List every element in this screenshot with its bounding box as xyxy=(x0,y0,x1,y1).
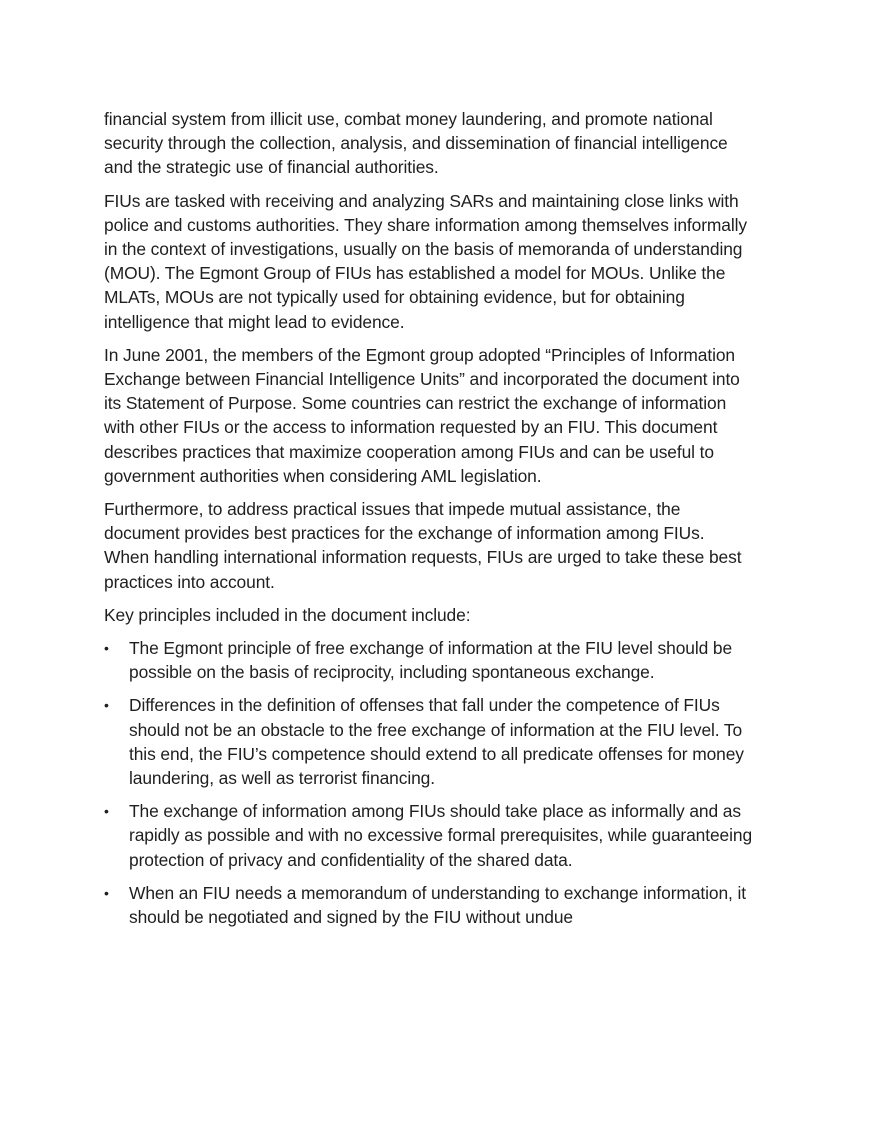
key-principles-list xyxy=(104,636,754,929)
list-item xyxy=(104,693,754,790)
paragraph-continuation: financial system from illicit use, combat money laundering, and promote national security through the collection, analysis, and dissemination of financial intelligence and the strategic use of financial authorities. xyxy=(104,109,728,178)
list-item-text: The exchange of information among FIUs should take place as informally and as rapidly as possible and with no excessive formal prerequisites, while guaranteeing protection of privacy and confidentiality of the shared data. xyxy=(129,801,753,870)
list-item-text: Differences in the definition of offenses that fall under the competence of FIUs should not be an obstacle to the free exchange of information at the FIU level. To this end, the FIU’s competence should extend to all predicate offenses for money laundering, as well as terrorist financing. xyxy=(129,695,744,789)
bullet-icon: • xyxy=(104,640,109,657)
list-item xyxy=(104,881,754,929)
bullet-icon: • xyxy=(104,803,109,820)
bullet-icon: • xyxy=(104,697,109,714)
list-item-text: When an FIU needs a memorandum of understanding to exchange information, it should be negotiated and signed by the FIU without undue xyxy=(129,882,746,928)
paragraph-egmont-principles: In June 2001, the members of the Egmont group adopted “Principles of Information Exchange between Financial Intelligence Units” and incorporated the document into its Statement of Purpose. Some countries can restrict the exchange of information with other FIUs or the access to information requested by an FIU. This document describes practices that maximize cooperation among FIUs and can be useful to government authorities when considering AML legislation. xyxy=(104,344,740,486)
bullet-icon: • xyxy=(104,884,109,901)
list-item xyxy=(104,799,754,872)
list-item-text: The Egmont principle of free exchange of information at the FIU level should be possible on the basis of reciprocity, including spontaneous exchange. xyxy=(129,638,733,683)
paragraph-fiu-tasks: FIUs are tasked with receiving and analyzing SARs and maintaining close links with police and customs authorities. They share information among themselves informally in the context of investigations, usually on the basis of memoranda of understanding (MOU). The Egmont Group of FIUs has established a model for MOUs. Unlike the MLATs, MOUs are not typically used for obtaining evidence, but for obtaining intelligence that might lead to evidence. xyxy=(104,190,747,332)
document-page xyxy=(104,107,754,938)
paragraph-best-practices: Furthermore, to address practical issues that impede mutual assistance, the document provides best practices for the exchange of information among FIUs. When handling international information requests, FIUs are urged to take these best practices into account. xyxy=(104,499,742,592)
paragraph-key-principles-intro: Key principles included in the document include: xyxy=(104,604,471,625)
list-item xyxy=(104,636,754,684)
